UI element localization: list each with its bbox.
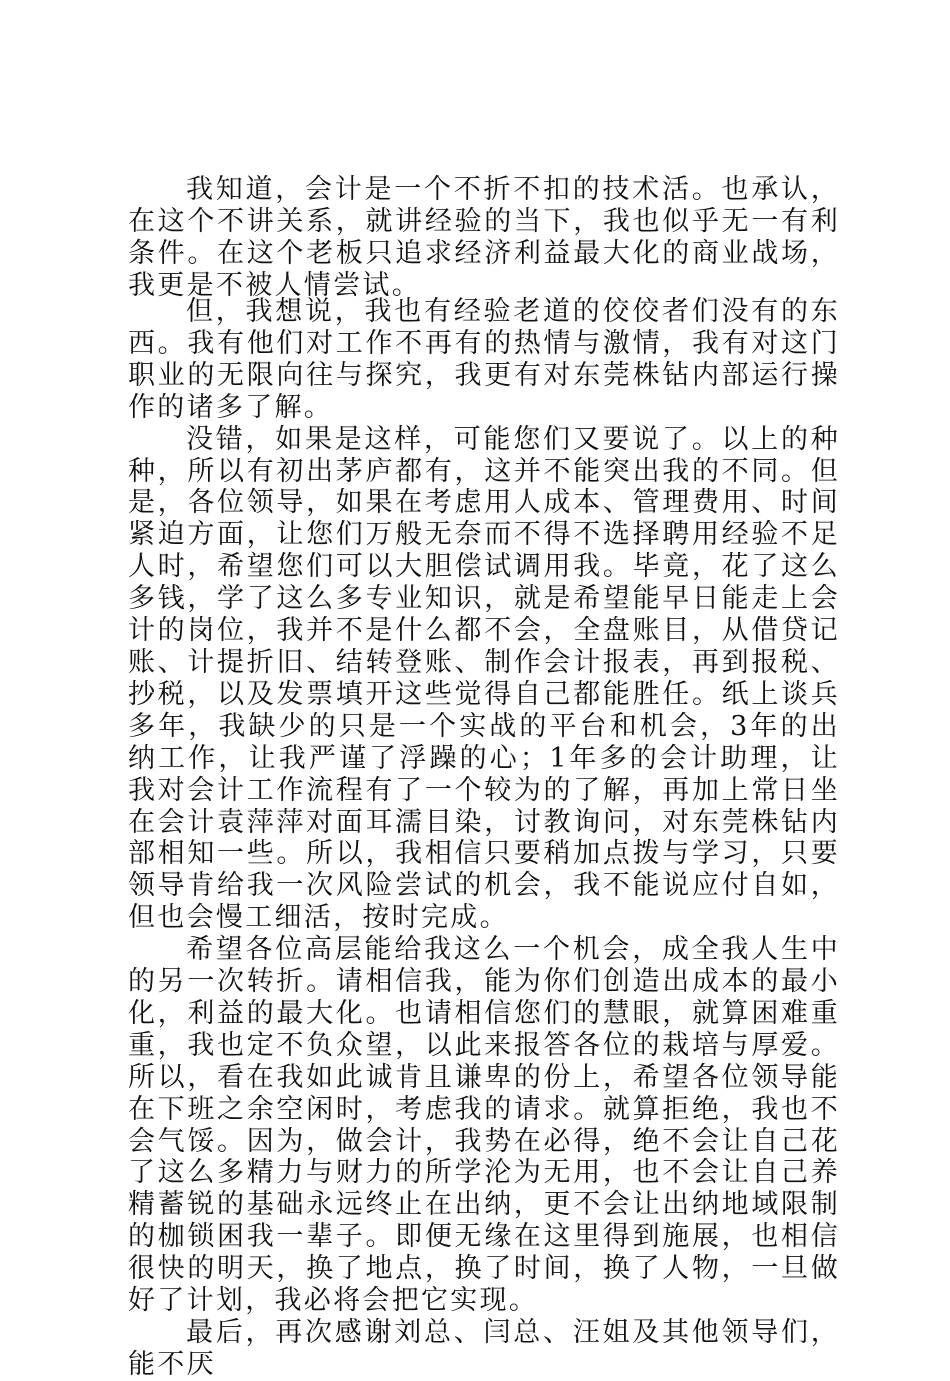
paragraph: 没错，如果是这样，可能您们又要说了。以上的种种，所以有初出茅庐都有，这并不能突出我的不同。但是，各位领导，如果在考虑用人成本、管理费用、时间紧迫方面，让您们万般无奈而不得不选择聘用经验不足人时，希望您们可以大胆偿试调用我。毕竟，花了这么多钱，学了这么多专业知识，就是希望能早日能走上会计的岗位，我并不是什么都不会，全盘账目，从借贷记账、计提折旧、结转登账、制作会计报表，再到报税、抄税，以及发票填开这些觉得自己都能胜任。纸上谈兵多年，我缺少的只是一个实战的平台和机会，3年的出纳工作，让我严谨了浮躁的心；1年多的会计助理，让我对会计工作流程有了一个较为的了解，再加上常日坐在会计袁萍萍对面耳濡目染，讨教询问，对东莞株钻内部相知一些。所以，我相信只要稍加点拨与学习，只要领导肯给我一次风险尝试的机会，我不能说应付自如，但也会慢工细活，按时完成。 xyxy=(128,423,840,934)
text-block-main xyxy=(128,296,840,1381)
paragraph: 但，我想说，我也有经验老道的佼佼者们没有的东西。我有他们对工作不再有的热情与激情，我有对这门职业的无限向往与探究，我更有对东莞株钻内部运行操作的诸多了解。 xyxy=(128,296,840,423)
paragraph: 最后，再次感谢刘总、闫总、汪姐及其他领导们，能不厌 xyxy=(128,1317,840,1380)
paragraph: 希望各位高层能给我这么一个机会，成全我人生中的另一次转折。请相信我，能为你们创造出成本的最小化，利益的最大化。也请相信您们的慧眼，就算困难重重，我也定不负众望，以此来报答各位的栽培与厚爱。所以，看在我如此诚肯且谦卑的份上，希望各位领导能在下班之余空闲时，考虑我的请求。就算拒绝，我也不会气馁。因为，做会计，我势在必得，绝不会让自己花了这么多精力与财力的所学沦为无用，也不会让自己养精蓄锐的基础永远终止在出纳，更不会让出纳地域限制的枷锁困我一辈子。即便无缘在这里得到施展，也相信很快的明天，换了地点，换了时间，换了人物，一旦做好了计划，我必将会把它实现。 xyxy=(128,934,840,1317)
paragraph: 我知道，会计是一个不折不扣的技术活。也承认，在这个不讲关系，就讲经验的当下，我也似乎无一有利条件。在这个老板只追求经济利益最大化的商业战场，我更是不被人情尝试。 xyxy=(128,174,840,301)
text-block-intro xyxy=(128,174,840,302)
